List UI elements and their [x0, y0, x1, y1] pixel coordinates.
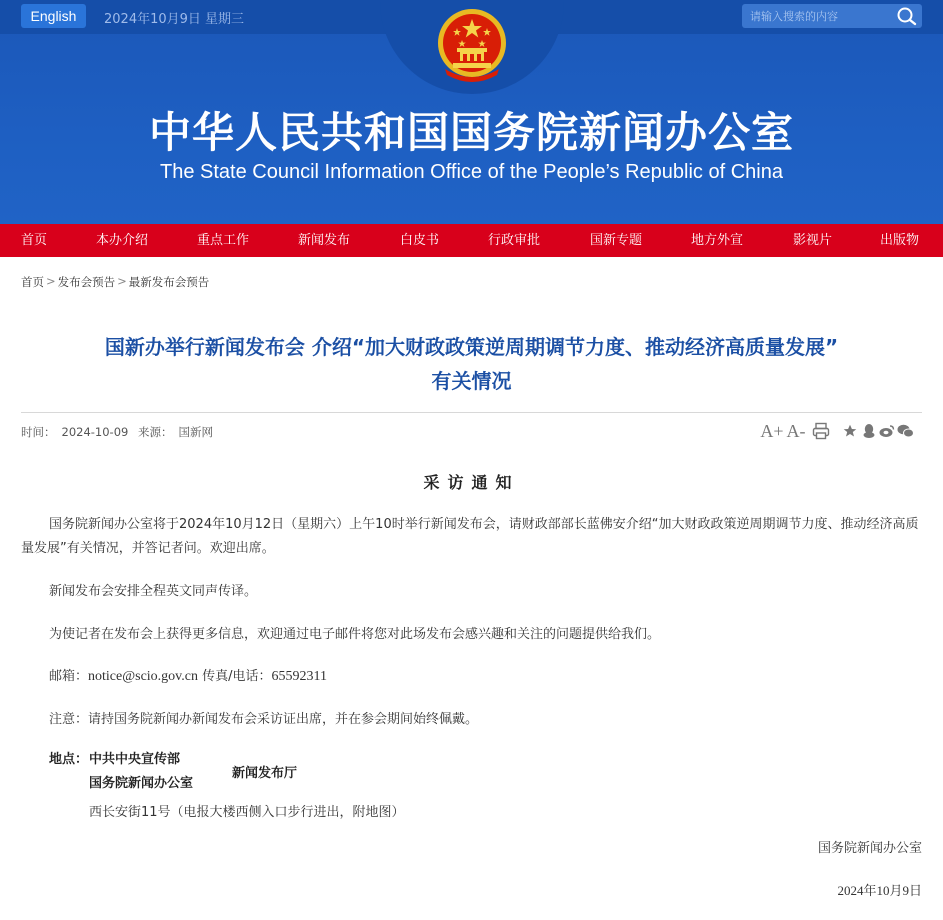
nav-item-about[interactable]: 本办介绍 — [96, 233, 149, 248]
article-title-line1: 国新办举行新闻发布会 介绍“加大财政政策逆周期调节力度、推动经济高质量发展” — [104, 335, 839, 359]
notice-paragraph-interpretation: 新闻发布会安排全程英文同声传译。 — [49, 584, 258, 599]
nav-item-films[interactable]: 影视片 — [793, 233, 833, 248]
nav-item-key-work[interactable]: 重点工作 — [197, 233, 250, 248]
breadcrumb-home[interactable]: 首页 — [21, 275, 44, 289]
tel-number: 65592311 — [271, 669, 327, 684]
signature-date: 2024年10月9日 — [837, 883, 922, 898]
font-increase-icon[interactable]: A+ — [760, 420, 784, 441]
source-label: 来源： — [138, 425, 173, 439]
article-tools — [760, 420, 914, 442]
email-label: 邮箱： — [49, 669, 89, 684]
notice-paragraph-intro: 国务院新闻办公室将于2024年10月12日（星期六）上午10时举行新闻发布会，请财政部部长蓝佛安介绍“加大财政政策逆周期调节力度、推动经济高质量发展”有关情况，并答记者问。欢迎出席。 — [21, 517, 919, 556]
article-meta — [21, 424, 219, 440]
nav-item-admin-approval[interactable]: 行政审批 — [488, 233, 541, 248]
time-label: 时间： — [21, 425, 56, 439]
nav-item-white-papers[interactable]: 白皮书 — [400, 233, 440, 248]
qq-icon[interactable] — [860, 423, 878, 439]
signature-org: 国务院新闻办公室 — [817, 841, 922, 856]
location-line2: 国务院新闻办公室 — [89, 776, 194, 791]
current-date: 2024年10月9日 星期三 — [104, 12, 245, 27]
location-hall: 新闻发布厅 — [232, 766, 298, 781]
breadcrumb-latest-preview[interactable]: 最新发布会预告 — [128, 275, 210, 289]
tel-label: 传真/电话： — [197, 669, 272, 684]
divider — [21, 412, 922, 413]
nav-item-publications[interactable]: 出版物 — [880, 233, 920, 248]
breadcrumb-separator: > — [117, 274, 127, 288]
site-title-chinese: 中华人民共和国国务院新闻办公室 — [148, 108, 794, 157]
site-header — [0, 0, 943, 224]
breadcrumb — [21, 274, 209, 290]
notice-paragraph-attention: 注意：请持国务院新闻办新闻发布会采访证出席，并在参会期间始终佩戴。 — [49, 712, 479, 727]
search-box — [742, 4, 922, 28]
breadcrumb-separator: > — [46, 274, 56, 288]
english-button[interactable]: English — [21, 4, 86, 28]
weibo-icon[interactable] — [878, 424, 896, 438]
location-label: 地点： — [49, 752, 89, 767]
contact-line — [21, 665, 922, 689]
print-icon[interactable] — [808, 422, 834, 440]
article-title — [30, 330, 913, 398]
main-nav — [0, 224, 943, 257]
source-value: 国新网 — [178, 425, 213, 439]
search-icon[interactable] — [896, 6, 918, 26]
star-icon[interactable] — [840, 424, 860, 438]
font-decrease-icon[interactable]: A- — [786, 420, 806, 441]
nav-item-special-topics[interactable]: 国新专题 — [590, 233, 643, 248]
publish-date: 2024-10-09 — [61, 425, 129, 439]
article-title-line2: 有关情况 — [431, 369, 512, 393]
nav-item-home[interactable]: 首页 — [21, 233, 48, 248]
nav-item-local-publicity[interactable]: 地方外宣 — [691, 233, 744, 248]
nav-item-press-release[interactable]: 新闻发布 — [298, 233, 351, 248]
notice-paragraph-questions: 为使记者在发布会上获得更多信息，欢迎通过电子邮件将您对此场发布会感兴趣和关注的问题提供给我们。 — [49, 627, 661, 642]
national-emblem-icon — [433, 7, 511, 83]
site-title-english: The State Council Information Office of the People’s Republic of China — [160, 161, 783, 183]
notice-heading: 采访通知 — [423, 473, 520, 492]
email-link[interactable]: notice@scio.gov.cn — [88, 669, 198, 684]
search-input[interactable] — [742, 4, 892, 28]
breadcrumb-press-preview[interactable]: 发布会预告 — [57, 275, 116, 289]
location-address: 西长安街11号（电报大楼西侧入口步行进出，附地图） — [89, 805, 405, 820]
wechat-icon[interactable] — [896, 424, 914, 438]
location-line1: 中共中央宣传部 — [89, 752, 181, 767]
